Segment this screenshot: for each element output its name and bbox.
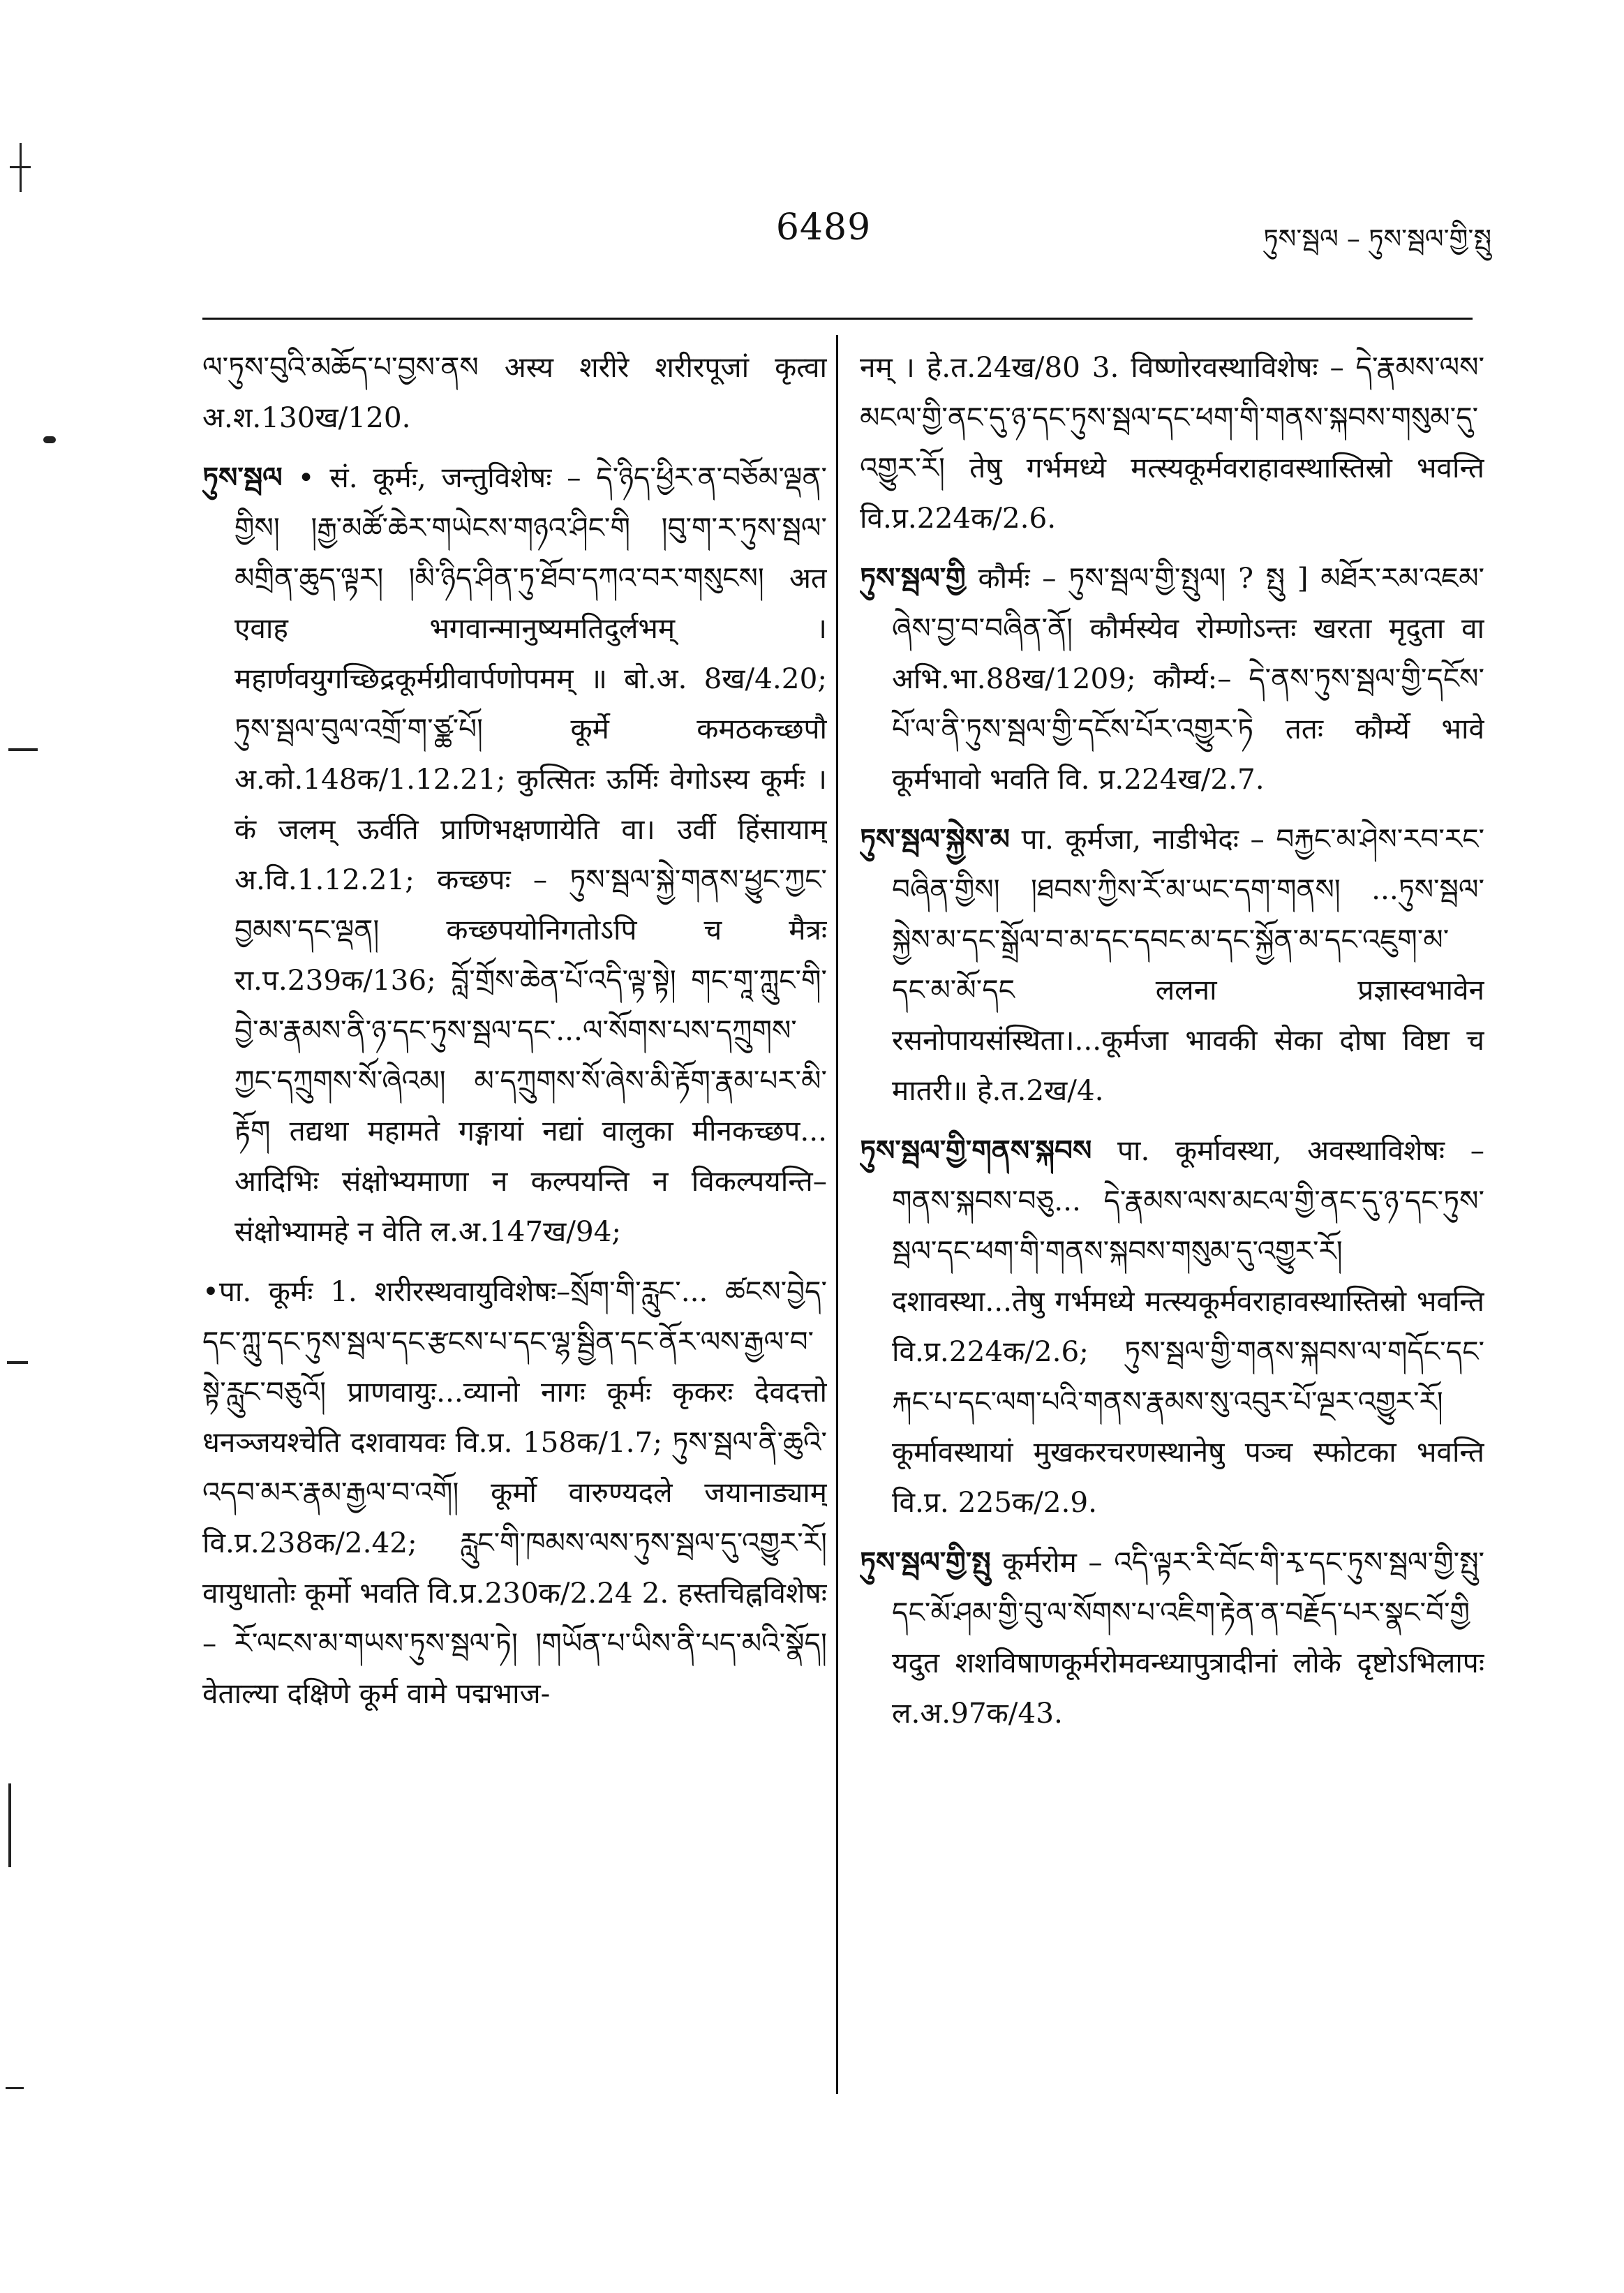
entry-headword: ཏུས་སྦལ་སྐྱེས་མ xyxy=(860,822,1010,856)
entry-text: ལ་ཏུས་བུའི་མཆོད་པ་བྱས་ནས अस्य शरीरे शरीरपूजां कृत्वा अ.श.130ख/120. xyxy=(202,350,827,434)
entry-headword: ཏུས་སྦལ་གྱི xyxy=(860,561,966,595)
dictionary-entry xyxy=(202,342,827,443)
dictionary-entry xyxy=(860,342,1484,543)
page-number: 6489 xyxy=(775,207,872,248)
entry-text: कौर्मः – ཏུས་སྦལ་གྱི་སྤུལ། ? སྤུ ] མཐོར་རམ་འཇམ་ཞེས་བྱ་བ་བཞིན་ནོ། कौर्मस्येव रोम्णोऽन्तः खरता मृदुता वा अभि.भा.88ख/1209; कौर्म्य:– དེ་ནས་ཏུས་སྦལ་གྱི་དངོས་པོ་ལ་ནི་ཏུས་སྦལ་གྱི་དངོས་པོར་འགྱུར་ཏེ ततः कौर्म्ये भावे कूर्मभावो भवति वि. प्र.224ख/2.7. xyxy=(892,561,1484,796)
entry-text: नम् । हे.त.24ख/80 3. विष्णोरवस्थाविशेषः – དེ་རྣམས་ལས་མངལ་གྱི་ནང་དུ་ཉ་དང་ཏུས་སྦལ་དང་ཕག་གི་གནས་སྐབས་གསུམ་དུ་འགྱུར་རོ། तेषु गर्भमध्ये मत्स्यकूर्मवराहावस्थास्तिस्रो भवन्ति वि.प्र.224क/2.6. xyxy=(860,350,1484,535)
dictionary-entry xyxy=(860,1537,1484,1738)
entry-text: • सं. कूर्मः, जन्तुविशेषः – དེ་ཉིད་ཕྱིར་ན་བཅོམ་ལྡན་གྱིས། །རྒྱ་མཚོ་ཆེར་གཡེངས་གཉའ་ཤིང་གི །བུ་ག་ར་ཏུས་སྦལ་མགྲིན་ཆུད་ལྟར། །མི་ཉིད་ཤིན་ཏུ་ཐོབ་དཀའ་བར་གསུངས། अत एवाह भगवान्मानुष्यमतिदुर्लभम् । महार्णवयुगच्छिद्रकूर्मग्रीवार्पणोपमम् ॥ बो.अ. 8ख/4.20; ཏུས་སྦལ་བུལ་འགྲོ་ག་ཙྪ་པོ། कूर्मे कमठकच्छपौ अ.को.148क/1.12.21; कुत्सितः ऊर्मिः वेगोऽस्य कूर्मः । कं जलम् ऊर्वति प्राणिभक्षणायेति वा। उर्वी हिंसायाम् अ.वि.1.12.21; कच्छपः – ཏུས་སྦལ་སྐྱེ་གནས་ཕྱུང་ཀྱང་བྱམས་དང་ལྡན། कच्छपयोनिगतोऽपि च मैत्रः रा.प.239क/136; བློ་གྲོས་ཆེན་པོ་འདི་ལྟ་སྟེ། གང་གཱ་ཀླུང་གི་བྱེ་མ་རྣམས་ནི་ཉ་དང་ཏུས་སྦལ་དང་...ལ་སོགས་པས་དཀྲུགས་ཀྱང་དཀྲུགས་སོ་ཞེའམ། མ་དཀྲུགས་སོ་ཞེས་མི་རྟོག་རྣམ་པར་མི་རྟོག तद्यथा महामते गङ्गायां नद्यां वालुका मीनकच्छप... आदिभिः संक्षोभ्यमाणा न कल्पयन्ति न विकल्पयन्ति–संक्षोभ्यामहे न वेति ल.अ.147ख/94; xyxy=(234,461,827,1248)
dictionary-entry xyxy=(860,814,1484,1115)
right-column xyxy=(860,342,1484,2101)
entry-headword: ཏུས་སྦལ xyxy=(202,461,283,494)
dictionary-entry xyxy=(860,553,1484,804)
margin-dash-mark xyxy=(7,1361,28,1364)
entry-headword: ཏུས་སྦལ་གྱི་སྤུ xyxy=(860,1545,991,1579)
running-head: ཏུས་སྦལ – ཏུས་སྦལ་གྱི་སྤུ xyxy=(1263,223,1491,254)
entry-text: पा. कूर्मजा, नाडीभेदः – བརྐྱང་མ་ཤེས་རབ་རང་བཞིན་གྱིས། །ཐབས་ཀྱིས་རོ་མ་ཡང་དག་གནས། ...ཏུས་སྦལ་སྐྱེས་མ་དང་སྒྲོལ་བ་མ་དང་དབང་མ་དང་སྐྱོན་མ་དང་འཇུག་མ་དང་མ་མོ་དང ललना प्रज्ञास्वभावेन रसनोपायसंस्थिता।...कूर्मजा भावकी सेका दोषा विष्टा च मातरी॥ हे.त.2ख/4. xyxy=(892,822,1484,1107)
margin-dash-mark xyxy=(6,2087,24,2089)
left-column xyxy=(202,342,827,2101)
margin-dash-mark xyxy=(8,748,38,751)
margin-bar-mark xyxy=(8,1783,11,1867)
entry-text: •पा. कूर्मः 1. शरीरस्थवायुविशेषः–སྲོག་གི་རླུང་... ཚངས་བྱེད་དང་ཀླུ་དང་ཏུས་སྦལ་དང་རྩངས་པ་དང་ལྷ་སྦྱིན་དང་ནོར་ལས་རྒྱལ་བ་སྟེ་རླུང་བཅུའོ། प्राणवायुः...व्यानो नागः कूर्मः कृकरः देवदत्तो धनञ्जयश्चेति दशवायवः वि.प्र. 158क/1.7; ཏུས་སྦལ་ནི་ཆུའི་འདབ་མར་རྣམ་རྒྱལ་བ་འགོ། कूर्मो वारुण्यदले जयानाड्याम् वि.प्र.238क/2.42; རླུང་གི་ཁམས་ལས་ཏུས་སྦལ་དུ་འགྱུར་རོ། वायुधातोः कूर्मो भवति वि.प्र.230क/2.24 2. हस्तचिह्नविशेषः – རོ་ལངས་མ་གཡས་ཏུས་སྦལ་ཏེ། །གཡོན་པ་ཡིས་ནི་པད་མའི་སྣོད། वेताल्या दक्षिणे कूर्म वामे पद्मभाज- xyxy=(202,1275,827,1710)
dictionary-entry xyxy=(202,452,827,1256)
entry-text: पा. कूर्मावस्था, अवस्थाविशेषः – གནས་སྐབས་བཅུ... དེ་རྣམས་ལས་མངལ་གྱི་ནང་དུ་ཉ་དང་ཏུས་སྦལ་དང་ཕག་གི་གནས་སྐབས་གསུམ་དུ་འགྱུར་རོ། दशावस्था...तेषु गर्भमध्ये मत्स्यकूर्मवराहावस्थास्तिस्रो भवन्ति वि.प्र.224क/2.6; ཏུས་སྦལ་གྱི་གནས་སྐབས་ལ་གདོང་དང་རྐང་པ་དང་ལག་པའི་གནས་རྣམས་སུ་འབུར་པོ་ལྔར་འགྱུར་རོ། कूर्मावस्थायां मुखकरचरणस्थानेषु पञ्च स्फोटका भवन्ति वि.प्र. 225क/2.9. xyxy=(892,1134,1484,1519)
column-divider xyxy=(836,335,838,2094)
entry-text: कूर्मरोम – འདི་ལྟར་རི་བོང་གི་རྭ་དང་ཏུས་སྦལ་གྱི་སྤུ་དང་མོ་ཤམ་གྱི་བུ་ལ་སོགས་པ་འཇིག་རྟེན་ན་བརྗོད་པར་སྣང་བོ་གྱི यदुत शशविषाणकूर्मरोमवन्ध्यापुत्रादीनां लोके दृष्टोऽभिलापः ल.अ.97क/43. xyxy=(892,1545,1484,1730)
dictionary-entry xyxy=(202,1266,827,1719)
margin-tick-mark xyxy=(10,166,31,168)
header-rule xyxy=(202,318,1473,320)
dictionary-entry xyxy=(860,1125,1484,1527)
entry-headword: ཏུས་སྦལ་གྱི་གནས་སྐབས xyxy=(860,1134,1092,1167)
margin-dot-mark xyxy=(43,436,56,443)
